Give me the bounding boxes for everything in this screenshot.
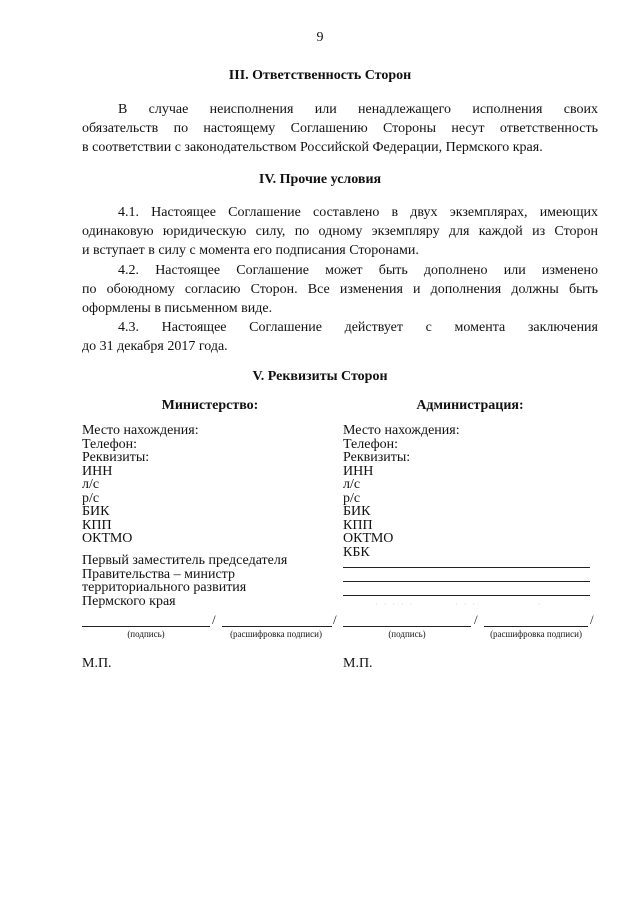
ministry-decoding-line bbox=[222, 626, 332, 627]
clause-4-1-line-3: и вступает в силу с момента его подписания Сторонами. bbox=[82, 243, 419, 258]
admin-requisites-label: Реквизиты: bbox=[343, 450, 411, 465]
ministry-stamp-mark: М.П. bbox=[82, 656, 112, 671]
ministry-requisites-label: Реквизиты: bbox=[82, 450, 150, 465]
admin-sig-slash-1: / bbox=[474, 612, 478, 627]
ministry-oktmo-label: ОКТМО bbox=[82, 531, 133, 546]
admin-inn-label: ИНН bbox=[343, 463, 374, 479]
section-3-line-1: В случае неисполнения или ненадлежащего исполнения своих bbox=[118, 102, 598, 117]
admin-bik-label: БИК bbox=[343, 504, 371, 519]
admin-location-label: Место нахождения: bbox=[343, 423, 460, 438]
clause-4-3 bbox=[82, 318, 598, 356]
faint-mark-2: · · · bbox=[455, 600, 477, 609]
ministry-bik-label: БИК bbox=[82, 504, 110, 519]
signer-line-4: Пермского края bbox=[82, 593, 176, 609]
faint-mark-3: · bbox=[538, 600, 543, 609]
admin-signer-line-1 bbox=[343, 567, 590, 568]
ministry-sig-slash-1: / bbox=[212, 612, 216, 627]
faint-mark-1: · · · · · bbox=[375, 600, 415, 609]
admin-kpp-label: КПП bbox=[343, 517, 373, 533]
clause-4-1-line-2: одинаковую юридическую силу, по одному экземпляру для каждой из Сторон bbox=[82, 224, 598, 239]
ministry-title: Министерство: bbox=[161, 398, 259, 413]
section-5-heading: V. Реквизиты Сторон bbox=[252, 369, 388, 384]
admin-decoding-caption: (расшифровка подписи) bbox=[490, 629, 582, 639]
admin-stamp-mark: М.П. bbox=[343, 656, 373, 671]
signer-line-2: Правительства – министр bbox=[82, 566, 235, 582]
clause-4-3-line-1: 4.3. Настоящее Соглашение действует с момента заключения bbox=[118, 320, 598, 335]
clause-4-2-line-2: по обоюдному согласию Сторон. Все изменения и дополнения должны быть bbox=[82, 282, 598, 297]
admin-signature-caption: (подпись) bbox=[388, 629, 426, 639]
ministry-ls-label: л/с bbox=[82, 477, 100, 492]
clause-4-3-line-2: до 31 декабря 2017 года. bbox=[82, 339, 228, 354]
admin-ls-label: л/с bbox=[343, 477, 361, 492]
section-3-paragraph bbox=[82, 100, 598, 157]
ministry-signature-caption: (подпись) bbox=[127, 629, 165, 639]
admin-rs-label: р/с bbox=[343, 490, 361, 506]
section-3-line-2: обязательств по настоящему Соглашению Стороны несут ответственность bbox=[82, 121, 598, 136]
clause-4-1 bbox=[82, 203, 598, 260]
section-3-heading: III. Ответственность Сторон bbox=[228, 68, 412, 83]
ministry-phone-label: Телефон: bbox=[82, 436, 138, 452]
page-number: 9 bbox=[316, 30, 324, 45]
ministry-kpp-label: КПП bbox=[82, 517, 112, 533]
admin-oktmo-label: ОКТМО bbox=[343, 531, 394, 546]
ministry-signature-line bbox=[82, 626, 210, 627]
ministry-signer bbox=[82, 554, 287, 608]
ministry-rs-label: р/с bbox=[82, 490, 100, 506]
administration-title: Администрация: bbox=[416, 398, 524, 413]
admin-kbk-label: КБК bbox=[343, 544, 370, 560]
clause-4-2-line-1: 4.2. Настоящее Соглашение может быть дополнено или изменено bbox=[118, 263, 598, 278]
ministry-decoding-caption: (расшифровка подписи) bbox=[230, 629, 322, 639]
section-3-line-3: в соответствии с законодательством Российской Федерации, Пермского края. bbox=[82, 140, 543, 155]
admin-sig-slash-2: / bbox=[590, 612, 594, 627]
ministry-location-label: Место нахождения: bbox=[82, 423, 199, 438]
clause-4-2-line-3: оформлены в письменном виде. bbox=[82, 301, 273, 316]
clause-4-1-line-1: 4.1. Настоящее Соглашение составлено в двух экземплярах, имеющих bbox=[118, 205, 598, 220]
admin-signer-line-2 bbox=[343, 581, 590, 582]
admin-signature-line bbox=[343, 626, 471, 627]
signer-line-3: территориального развития bbox=[82, 580, 247, 595]
admin-phone-label: Телефон: bbox=[343, 436, 399, 452]
admin-decoding-line bbox=[484, 626, 588, 627]
administration-requisites bbox=[343, 424, 460, 559]
ministry-requisites bbox=[82, 424, 199, 546]
ministry-sig-slash-2: / bbox=[333, 612, 337, 627]
clause-4-2 bbox=[82, 261, 598, 318]
section-4-heading: IV. Прочие условия bbox=[258, 172, 382, 187]
signer-line-1: Первый заместитель председателя bbox=[82, 553, 288, 568]
ministry-inn-label: ИНН bbox=[82, 463, 113, 479]
admin-signer-line-3 bbox=[343, 595, 590, 596]
